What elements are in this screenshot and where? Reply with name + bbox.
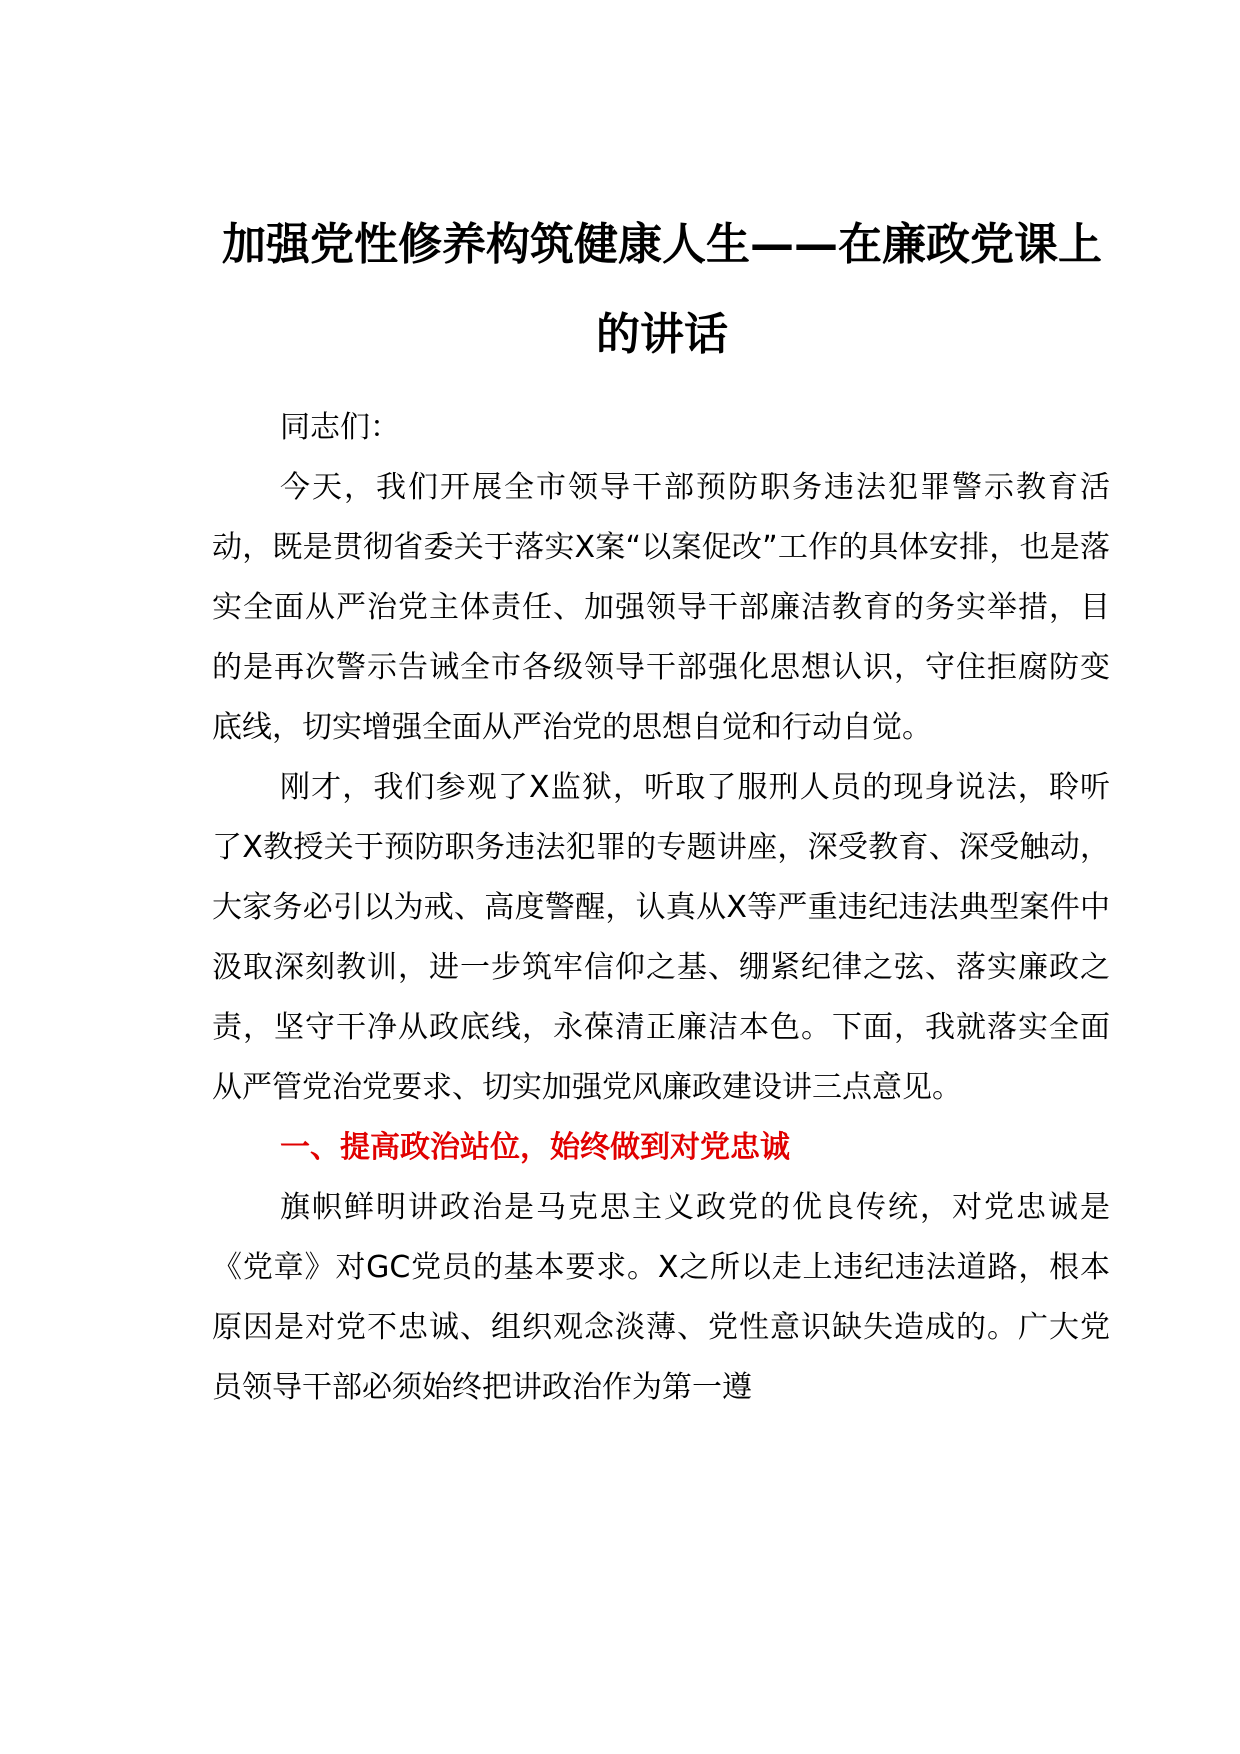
salutation: 同志们： <box>280 410 400 445</box>
section-paragraph: 旗帜鲜明讲政治是马克思主义政党的优良传统，对党忠诚是《党章》对GC党员的基本要求。X之所以走上违纪违法道路，根本原因是对党不忠诚、组织观念淡薄、党性意识缺失造成的。广大党员领导干部必须始终把讲政治作为第一遵 <box>212 1190 1110 1405</box>
section-heading: 一、提高政治站位，始终做到对党忠诚 <box>280 1130 790 1165</box>
document-title: 加强党性修养构筑健康人生——在廉政党课上的讲话 <box>222 219 1102 360</box>
paragraph-intro: 今天，我们开展全市领导干部预防职务违法犯罪警示教育活动，既是贯彻省委关于落实X案“以案促改”工作的具体安排，也是落实全面从严治党主体责任、加强领导干部廉洁教育的务实举措，目的是再次警示告诫全市各级领导干部强化思想认识，守住拒腐防变底线，切实增强全面从严治党的思想自觉和行动自觉。 <box>212 470 1110 745</box>
paragraph-context: 刚才，我们参观了X监狱，听取了服刑人员的现身说法，聆听了X教授关于预防职务违法犯罪的专题讲座，深受教育、深受触动，大家务必引以为戒、高度警醒，认真从X等严重违纪违法典型案件中汲取深刻教训，进一步筑牢信仰之基、绷紧纪律之弦、落实廉政之责，坚守干净从政底线，永葆清正廉洁本色。下面，我就落实全面从严管党治党要求、切实加强党风廉政建设讲三点意见。 <box>212 770 1110 1105</box>
document-body <box>212 398 1110 1418</box>
